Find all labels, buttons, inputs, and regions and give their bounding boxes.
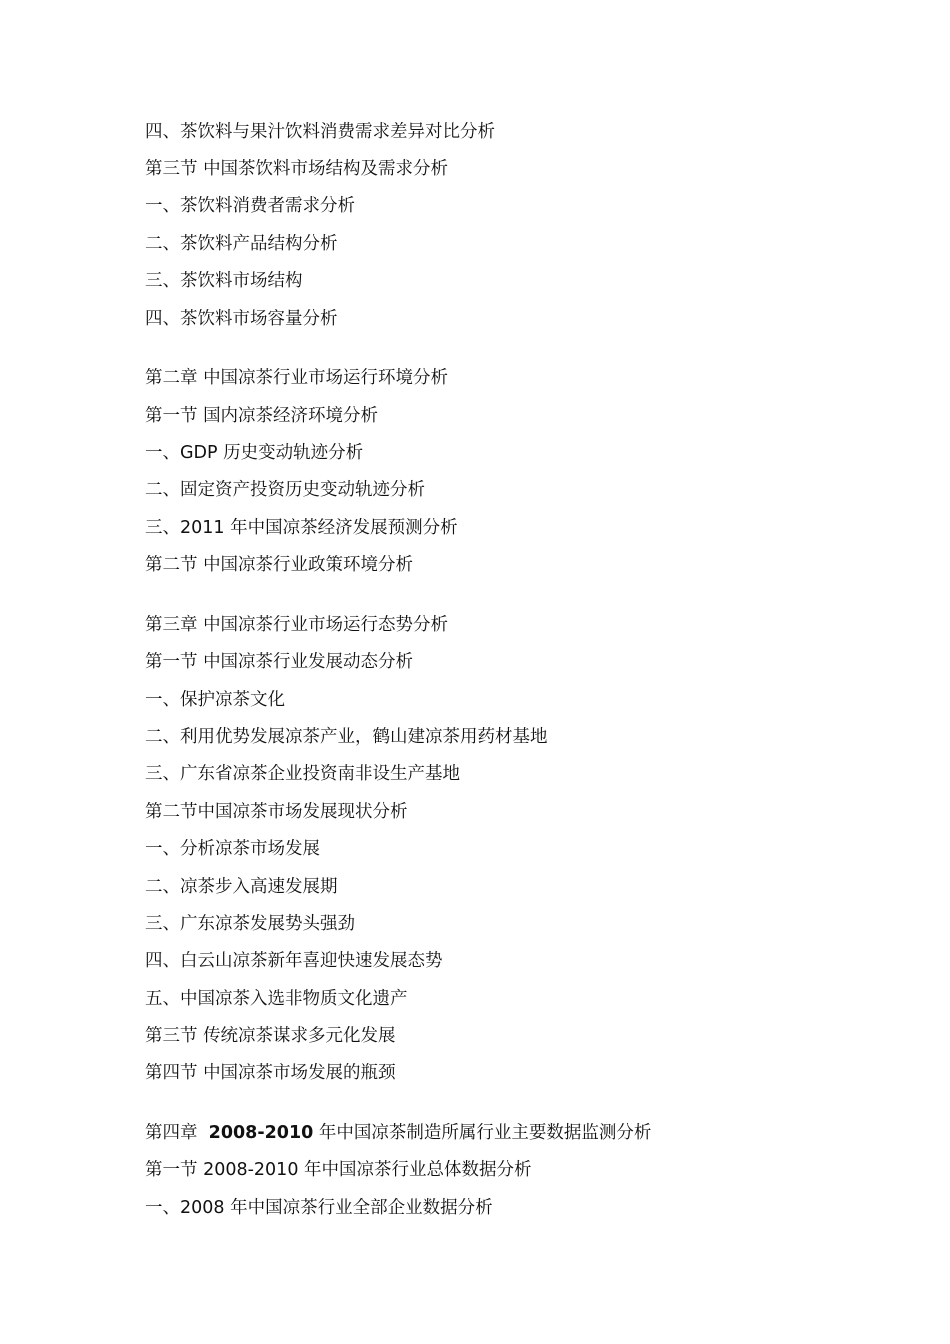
toc-section: 第二节 中国凉茶行业政策环境分析 — [145, 555, 414, 575]
toc-chapter: 第二章 中国凉茶行业市场运行环境分析 — [145, 368, 449, 388]
toc-item: 一、保护凉茶文化 — [145, 690, 285, 710]
toc-item: 一、分析凉茶市场发展 — [145, 839, 320, 859]
toc-item: 四、茶饮料市场容量分析 — [145, 309, 338, 329]
toc-chapter — [145, 1121, 651, 1145]
toc-item: 一、茶饮料消费者需求分析 — [145, 196, 355, 216]
chapter-suffix: 年中国凉茶制造所属行业主要数据监测分析 — [313, 1123, 652, 1143]
toc-chapter: 第三章 中国凉茶行业市场运行态势分析 — [145, 615, 449, 635]
toc-item: 三、广东凉茶发展势头强劲 — [145, 914, 355, 934]
toc-item: 二、茶饮料产品结构分析 — [145, 234, 338, 254]
toc-item: 二、利用优势发展凉茶产业，鹤山建凉茶用药材基地 — [145, 727, 548, 747]
toc-section: 第四节 中国凉茶市场发展的瓶颈 — [145, 1063, 396, 1083]
toc-item: 五、中国凉茶入选非物质文化遗产 — [145, 989, 408, 1009]
chapter-years: 2008-2010 — [208, 1123, 314, 1143]
toc-section: 第三节 传统凉茶谋求多元化发展 — [145, 1026, 396, 1046]
toc-item: 三、2011 年中国凉茶经济发展预测分析 — [145, 518, 458, 538]
toc-section: 第一节 国内凉茶经济环境分析 — [145, 406, 379, 426]
toc-item: 一、2008 年中国凉茶行业全部企业数据分析 — [145, 1198, 493, 1218]
toc-section: 第二节中国凉茶市场发展现状分析 — [145, 802, 408, 822]
toc-item: 二、固定资产投资历史变动轨迹分析 — [145, 480, 425, 500]
chapter-prefix: 第四章 — [145, 1123, 209, 1143]
toc-section: 第三节 中国茶饮料市场结构及需求分析 — [145, 159, 449, 179]
toc-section: 第一节 中国凉茶行业发展动态分析 — [145, 652, 414, 672]
toc-item: 二、凉茶步入高速发展期 — [145, 877, 338, 897]
toc-section: 第一节 2008-2010 年中国凉茶行业总体数据分析 — [145, 1160, 532, 1180]
toc-item: 一、GDP 历史变动轨迹分析 — [145, 443, 364, 463]
toc-item: 三、广东省凉茶企业投资南非设生产基地 — [145, 764, 460, 784]
toc-item: 四、白云山凉茶新年喜迎快速发展态势 — [145, 951, 443, 971]
toc-item: 三、茶饮料市场结构 — [145, 271, 303, 291]
toc-item: 四、茶饮料与果汁饮料消费需求差异对比分析 — [145, 122, 495, 142]
